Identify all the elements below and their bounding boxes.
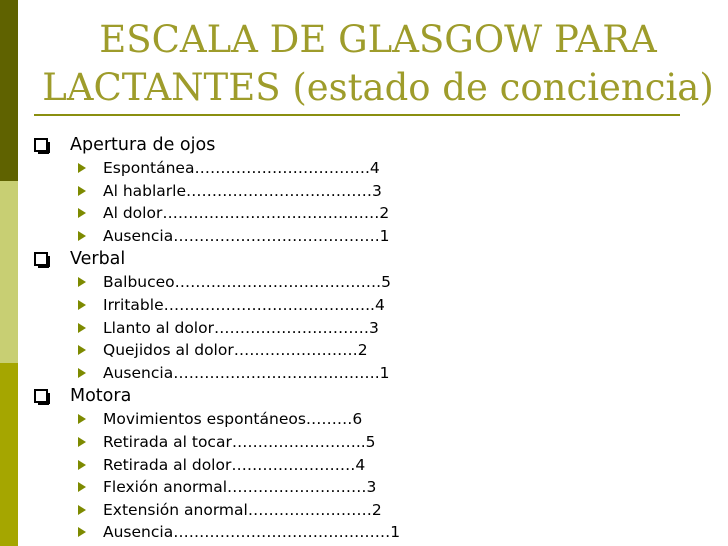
section-apertura-de-ojos [32, 133, 712, 157]
arrow-bullet-icon [78, 208, 86, 218]
item-text: Ausencia………………………………….1 [103, 363, 390, 382]
list-item [32, 454, 712, 477]
list-item [32, 362, 712, 385]
list-item [32, 271, 712, 294]
item-text: Al dolor……………………………………2 [103, 204, 390, 223]
item-text: Ausencia………………………………….1 [103, 226, 390, 245]
title-divider [34, 114, 680, 116]
list-item [32, 408, 712, 431]
list-item [32, 499, 712, 522]
list-item [32, 431, 712, 454]
item-text: Quejidos al dolor……………………2 [103, 341, 368, 360]
arrow-bullet-icon [78, 482, 86, 492]
item-text: Retirada al tocar……………………..5 [103, 432, 376, 451]
list-item [32, 521, 712, 544]
arrow-bullet-icon [78, 460, 86, 470]
item-text: Extensión anormal……………………2 [103, 500, 382, 519]
list-item [32, 225, 712, 248]
arrow-bullet-icon [78, 231, 86, 241]
section-label: Verbal [70, 249, 126, 270]
list-item [32, 339, 712, 362]
item-text: Flexión anormal………………………3 [103, 478, 377, 497]
slide-content [32, 133, 712, 544]
arrow-bullet-icon [78, 437, 86, 447]
arrow-bullet-icon [78, 277, 86, 287]
square-bullet-icon [34, 138, 48, 152]
slide-title: ESCALA DE GLASGOW PARA LACTANTES (estado de conciencia) [42, 18, 714, 109]
section-verbal [32, 247, 712, 271]
item-text: Irritable…………………………………..4 [103, 295, 385, 314]
item-text: Espontánea…………………………….4 [103, 159, 380, 177]
arrow-bullet-icon [78, 414, 86, 424]
list-item [32, 476, 712, 499]
section-motora [32, 384, 712, 408]
item-text: Llanto al dolor…………………………3 [103, 318, 379, 337]
square-bullet-icon [34, 252, 48, 266]
item-text: Al hablarle………………………………3 [103, 181, 382, 200]
square-bullet-icon [34, 389, 48, 403]
list-item [32, 157, 712, 180]
arrow-bullet-icon [78, 163, 86, 173]
arrow-bullet-icon [78, 300, 86, 310]
decorative-strip-top [0, 0, 18, 181]
arrow-bullet-icon [78, 505, 86, 515]
item-text: Movimientos espontáneos………6 [103, 410, 363, 429]
section-label: Apertura de ojos [70, 135, 216, 155]
list-item [32, 202, 712, 225]
item-text: Retirada al dolor……………………4 [103, 455, 366, 474]
arrow-bullet-icon [78, 323, 86, 333]
list-item [32, 180, 712, 203]
arrow-bullet-icon [78, 527, 86, 537]
decorative-strip-bottom [0, 363, 18, 546]
arrow-bullet-icon [78, 368, 86, 378]
decorative-strip-middle [0, 181, 18, 363]
arrow-bullet-icon [78, 186, 86, 196]
arrow-bullet-icon [78, 345, 86, 355]
list-item [32, 317, 712, 340]
section-label: Motora [70, 386, 132, 407]
item-text: Ausencia……………………………………1 [103, 523, 401, 542]
item-text: Balbuceo………………………………….5 [103, 273, 391, 292]
list-item [32, 294, 712, 317]
